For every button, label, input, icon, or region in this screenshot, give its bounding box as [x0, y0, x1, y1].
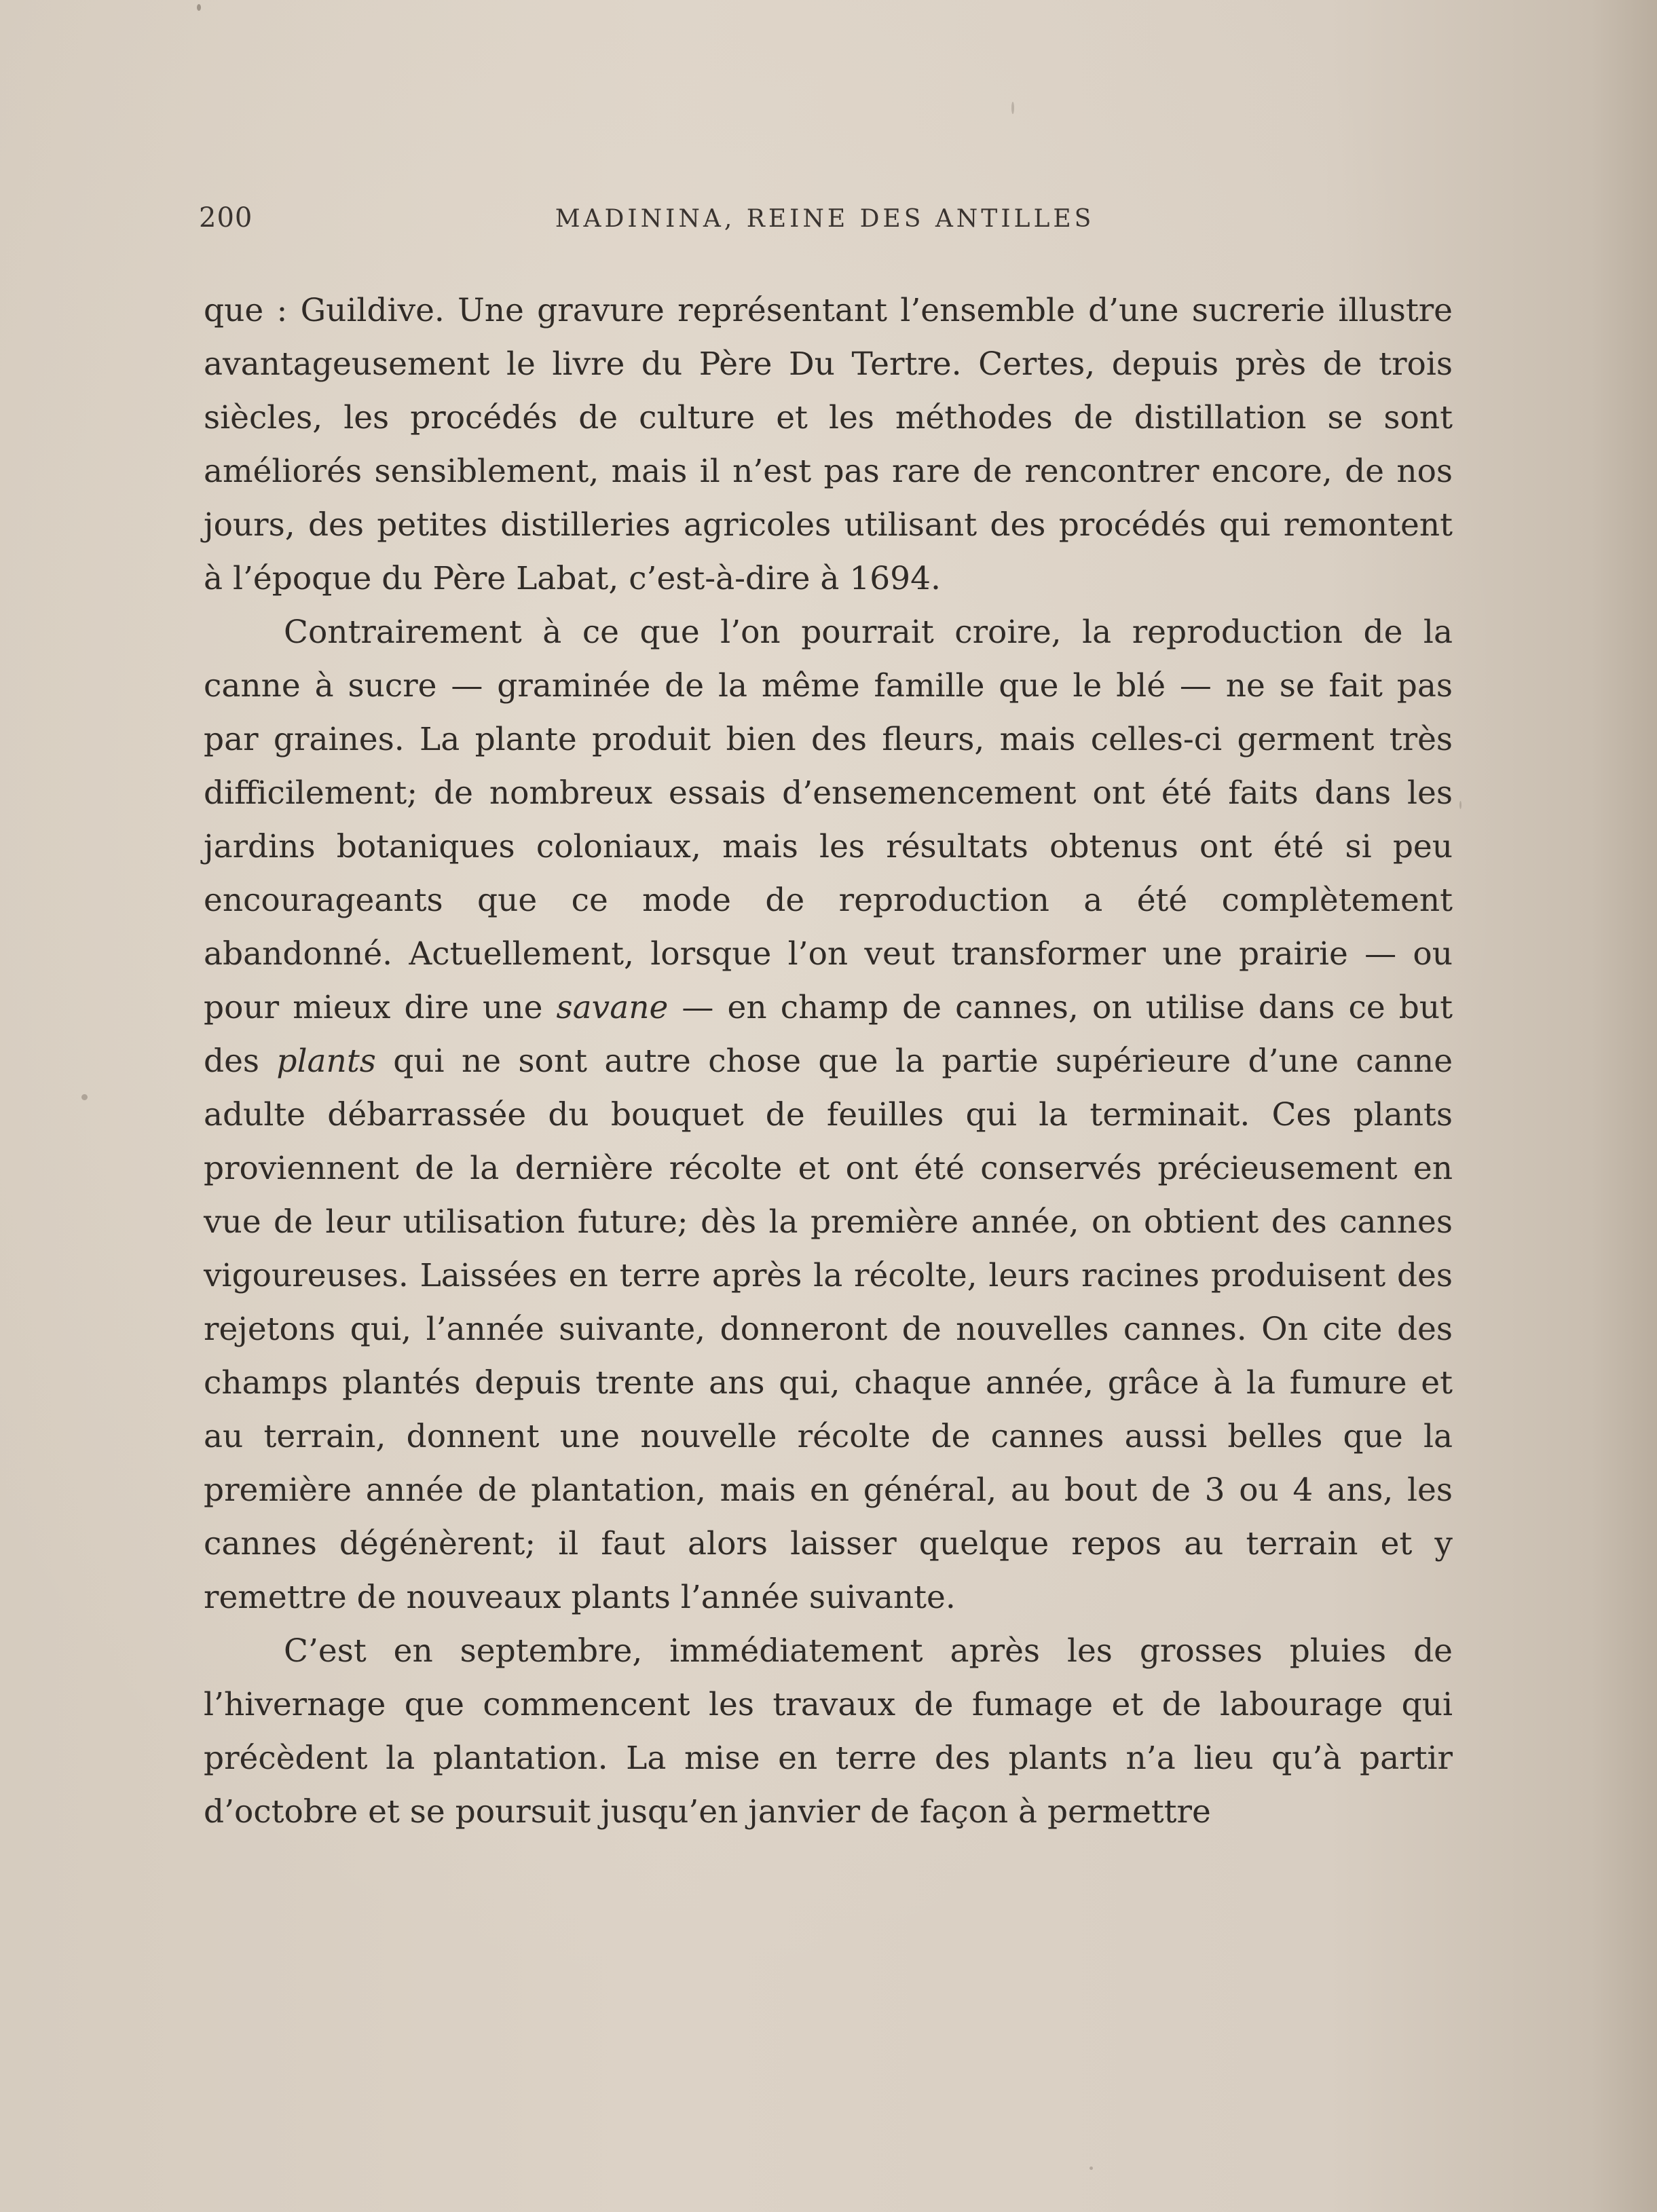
paragraph-text: C’est en septembre, immédiatement après les grosses pluies de l’hivernage que commencent les travaux de fumage et de labourage qui précèdent la plantation. La mise en terre des plants n’a lieu qu’à partir d’octobre et se poursuit jusqu’en janvier de façon à permettre: [204, 1632, 1453, 1831]
paragraph-text: Contrairement à ce que l’on pourrait croire, la reproduction de la canne à sucre — graminée de la même famille que le blé — ne se fait pas par graines. La plante produit bien des fleurs, mais celles-ci germent très difficilement; de nombreux essais d’ensemencement ont été faits dans les jardins botaniques coloniaux, mais les résultats obtenus ont été si peu encourageants que ce mode de reproduction a été complètement abandonné. Actuellement, lorsque l’on veut transformer une prairie — ou pour mieux dire une: [204, 614, 1453, 1026]
paragraph-text: que : Guildive. Une gravure représentant l’ensemble d’une sucrerie illustre avantageusement le livre du Père Du Tertre. Certes, depuis près de trois siècles, les procédés de culture et les méthodes de distillation se sont améliorés sensiblement, mais il n’est pas rare de rencontrer encore, de nos jours, des petites distilleries agricoles utilisant des procédés qui remontent à l’époque du Père Labat, c’est-à-dire à 1694.: [204, 292, 1453, 597]
paper-speck: [1090, 2167, 1093, 2170]
italic-term: plants: [276, 1043, 376, 1080]
running-header: [199, 202, 1451, 236]
body-text: [204, 284, 1453, 1839]
paper-speck: [81, 1094, 88, 1100]
page-number: 200: [199, 202, 253, 233]
paragraph: [204, 1624, 1453, 1839]
paper-speck: [197, 4, 201, 11]
paragraph-text: qui ne sont autre chose que la partie supérieure d’une canne adulte débarrassée du bouquet de feuilles qui la terminait. Ces plants proviennent de la dernière récolte et ont été conservés précieusement en vue de leur utilisation future; dès la première année, on obtient des cannes vigoureuses. Laissées en terre après la récolte, leurs racines produisent des rejetons qui, l’année suivante, donneront de nouvelles cannes. On cite des champs plantés depuis trente ans qui, chaque année, grâce à la fumure et au terrain, donnent une nouvelle récolte de cannes aussi belles que la première année de plantation, mais en général, au bout de 3 ou 4 ans, les cannes dégénèrent; il faut alors laisser quelque repos au terrain et y remettre de nouveaux plants l’année suivante.: [204, 1043, 1453, 1616]
paper-speck: [1011, 102, 1014, 114]
italic-term: savane: [556, 989, 669, 1026]
paragraph: [204, 605, 1453, 1624]
paper-speck: [1459, 801, 1461, 809]
paragraph: [204, 284, 1453, 605]
running-title: MADININA, REINE DES ANTILLES: [555, 205, 1095, 233]
paragraph-text: — en champ de cannes, on utilise dans ce but des: [204, 989, 1453, 1080]
